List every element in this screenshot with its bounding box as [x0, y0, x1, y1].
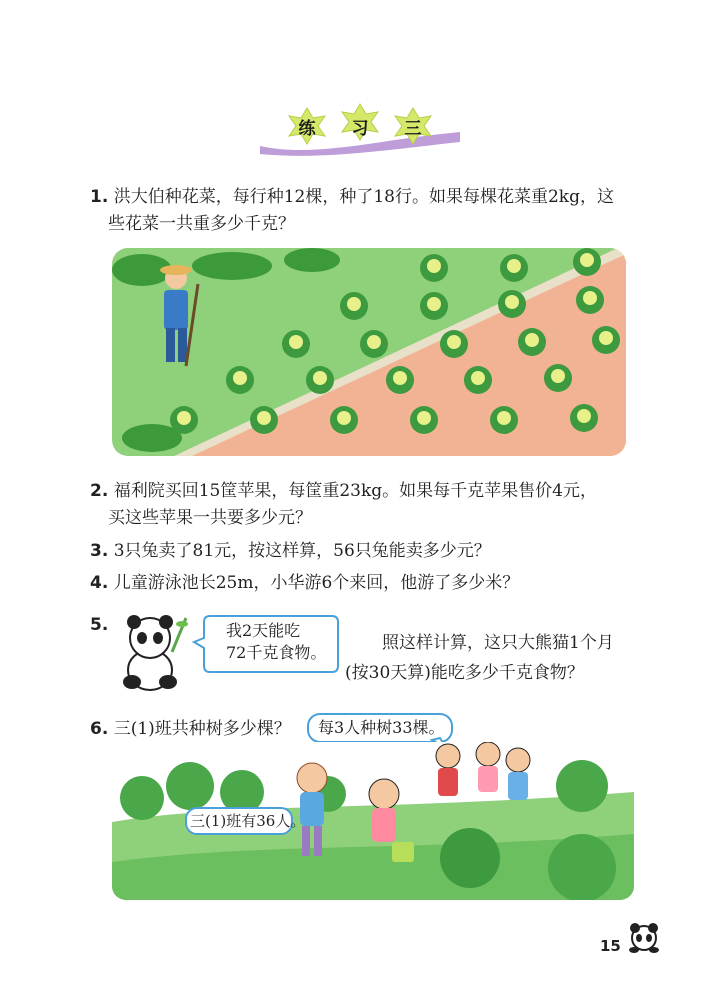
question-text-line: 三(1)班共种树多少棵？ — [113, 719, 291, 739]
speech-line: 72千克食物。 — [226, 643, 327, 662]
section-title — [255, 96, 465, 162]
cabbage-field-illustration — [112, 248, 626, 456]
speech-text-left: 三(1)班有36人。 — [190, 812, 306, 830]
question-text-line: 3只兔卖了81元，按这样算，56只兔能卖多少元？ — [113, 541, 491, 561]
title-char-2: 习 — [351, 119, 369, 139]
question-number: 5. — [90, 615, 109, 635]
title-char-1: 练 — [298, 119, 316, 139]
question-text-line: (按30天算)能吃多少千克食物？ — [345, 663, 584, 683]
question-5-number — [90, 612, 108, 639]
question-text-line: 买这些苹果一共要多少元？ — [108, 508, 312, 528]
question-text-line: 儿童游泳池长25m，小华游6个来回，他游了多少米？ — [113, 573, 520, 593]
question-number: 4. — [90, 573, 109, 593]
question-1 — [90, 184, 614, 238]
question-3 — [90, 538, 491, 565]
question-text-line: 福利院买回15筐苹果，每筐重23kg。如果每千克苹果售价4元， — [113, 481, 597, 501]
question-number: 3. — [90, 541, 109, 561]
question-6 — [90, 716, 291, 743]
panda-speech-text — [226, 620, 326, 664]
cabbage-field-scene — [112, 248, 626, 456]
title-char-3: 三 — [404, 119, 422, 139]
panda-corner-icon — [626, 920, 662, 954]
question-number: 6. — [90, 719, 109, 739]
question-5-text-2 — [345, 660, 584, 687]
question-text-line: 洪大伯种花菜，每行种12棵，种了18行。如果每棵花菜重2kg，这 — [113, 187, 614, 207]
page-number: 15 — [600, 937, 621, 955]
question-4 — [90, 570, 519, 597]
question-2 — [90, 478, 597, 532]
panda-illustration — [112, 612, 192, 694]
question-text-line: 照这样计算，这只大熊猫1个月 — [382, 633, 614, 653]
question-text-line: 些花菜一共重多少千克？ — [108, 214, 295, 234]
speech-text-top: 每3人种树33棵。 — [318, 718, 445, 737]
speech-line: 我2天能吃 — [226, 621, 301, 640]
question-number: 2. — [90, 481, 109, 501]
question-number: 1. — [90, 187, 109, 207]
question-5-text — [382, 630, 614, 657]
